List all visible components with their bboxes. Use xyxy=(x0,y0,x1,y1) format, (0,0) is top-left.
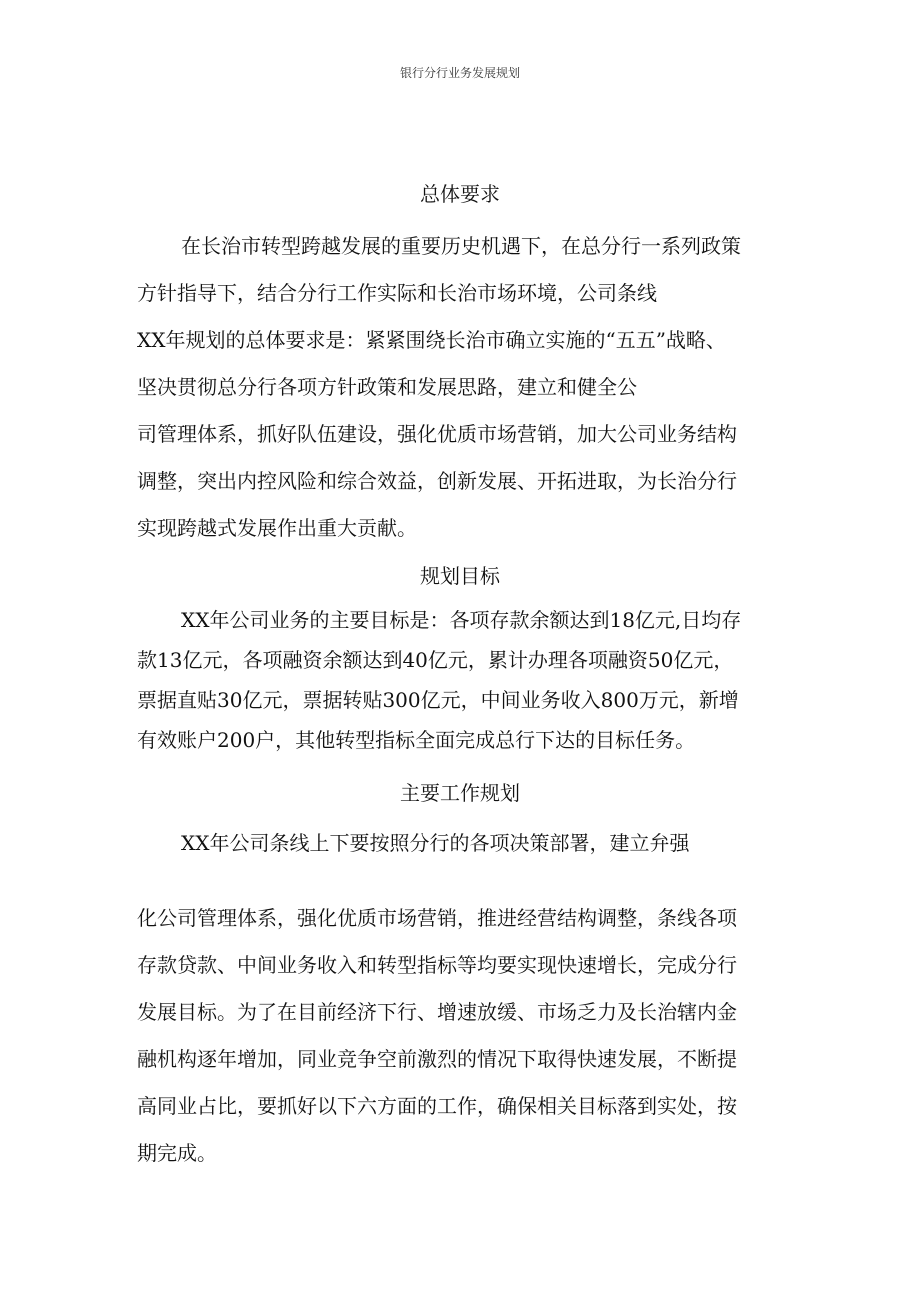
paragraph-line: 实现跨越式发展作出重大贡献。 xyxy=(137,516,417,540)
paragraph-line: 款13亿元，各项融资余额达到40亿元，累计办理各项融资50亿元， xyxy=(137,648,734,672)
paragraph-line: 方针指导下，结合分行工作实际和长治市场环境，公司条线 xyxy=(137,281,657,305)
page-header: 银行分行业务发展规划 xyxy=(399,66,520,80)
paragraph-line: 司管理体系，抓好队伍建设，强化优质市场营销，加大公司业务结构 xyxy=(137,422,737,446)
section-heading-planning-goals: 规划目标 xyxy=(420,564,500,588)
paragraph-line: XX年规划的总体要求是：紧紧围绕长治市确立实施的“五五”战略、 xyxy=(137,328,726,352)
paragraph-line: 发展目标。为了在目前经济下行、增速放缓、市场乏力及长治辖内金 xyxy=(137,1000,737,1024)
paragraph-line: 融机构逐年增加，同业竞争空前激烈的情况下取得快速发展，不断提 xyxy=(137,1047,737,1071)
paragraph-line: 期完成。 xyxy=(137,1141,217,1165)
paragraph-line: 高同业占比，要抓好以下六方面的工作，确保相关目标落到实处，按 xyxy=(137,1094,737,1118)
paragraph-line: 调整，突出内控风险和综合效益，创新发展、开拓进取，为长治分行 xyxy=(137,469,737,493)
paragraph-line: 在长治市转型跨越发展的重要历史机遇下，在总分行一系列政策 xyxy=(181,234,741,258)
section-heading-main-work-plan: 主要工作规划 xyxy=(400,781,520,805)
paragraph-line: 票据直贴30亿元，票据转贴300亿元，中间业务收入800万元，新增 xyxy=(137,688,739,712)
paragraph-line: 存款贷款、中间业务收入和转型指标等均要实现快速增长，完成分行 xyxy=(137,953,737,977)
paragraph-line: 坚决贯彻总分行各项方针政策和发展思路，建立和健全公 xyxy=(137,375,637,399)
paragraph-line: 有效账户200户，其他转型指标全面完成总行下达的目标任务。 xyxy=(137,728,696,752)
paragraph-line: XX年公司业务的主要目标是：各项存款余额达到18亿元,日均存 xyxy=(181,608,742,632)
section-heading-overall-requirements: 总体要求 xyxy=(420,182,500,206)
paragraph-line: 化公司管理体系，强化优质市场营销，推进经营结构调整，条线各项 xyxy=(137,906,737,930)
paragraph-line: XX年公司条线上下要按照分行的各项决策部署，建立弁强 xyxy=(181,831,690,855)
